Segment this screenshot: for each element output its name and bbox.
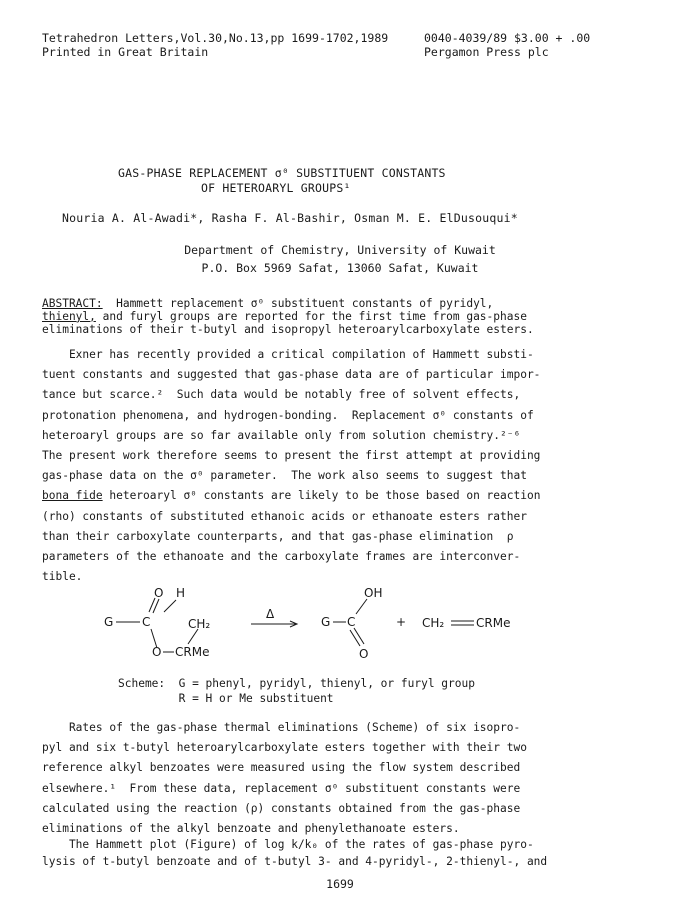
scheme-o2: O: [152, 645, 162, 659]
authors: Nouria A. Al-Awadi*, Rasha F. Al-Bashir, Osman M. E. ElDusouqui*: [62, 211, 518, 225]
text-line: than their carboxylate counterparts, and that gas-phase elimination ρ: [42, 529, 514, 543]
scheme-c1: C: [142, 615, 151, 629]
printed-in: Printed in Great Britain: [42, 45, 209, 59]
text-line: calculated using the reaction (ρ) constants obtained from the gas-phase: [42, 801, 521, 815]
scheme-plus: +: [396, 615, 407, 629]
scheme-o1: O: [154, 586, 164, 600]
scheme-g1: G: [104, 615, 114, 629]
text-line: gas-phase data on the σ⁰ parameter. The work also seems to suggest that: [42, 469, 527, 483]
affiliation-dept: Department of Chemistry, University of Kuwait: [184, 243, 496, 257]
scheme-g2: G: [321, 615, 331, 629]
reaction-scheme: [96, 584, 556, 668]
scheme-ch2b: CH₂: [422, 616, 445, 630]
abstract: [42, 298, 642, 336]
scheme-oh: OH: [364, 586, 383, 600]
title-line-2: OF HETEROARYL GROUPS¹: [201, 181, 351, 195]
abstract-line-2: and furyl groups are reported for the first time from gas-phase: [95, 309, 527, 323]
scheme-delta: Δ: [266, 607, 275, 621]
abstract-line-1: Hammett replacement σ⁰ substituent constants of pyridyl,: [102, 297, 494, 310]
affiliation-address: P.O. Box 5969 Safat, 13060 Safat, Kuwait: [201, 261, 479, 275]
abstract-label: ABSTRACT:: [42, 297, 103, 310]
text-line: reference alkyl benzoates were measured using the flow system described: [42, 761, 521, 775]
text-line: The Hammett plot (Figure) of log k/k₀ of the rates of gas-phase pyro-: [42, 838, 534, 851]
text-line: lysis of t-butyl benzoate and of t-butyl 3- and 4-pyridyl-, 2-thienyl-, and: [42, 855, 548, 868]
scheme-c2: C: [347, 615, 356, 629]
text-line: parameters of the ethanoate and the carboxylate frames are interconver-: [42, 550, 521, 564]
text-line: tance but scarce.² Such data would be notably free of solvent effects,: [42, 388, 521, 402]
paragraph-results: [42, 718, 642, 839]
issn-price: 0040-4039/89 $3.00 + .00: [424, 31, 591, 45]
text-line: heteroaryl σ⁰ constants are likely to be those based on reaction: [102, 489, 541, 503]
scheme-caption-1: Scheme: G = phenyl, pyridyl, thienyl, or furyl group: [118, 677, 475, 690]
abstract-line-3: eliminations of their t-butyl and isopropyl heteroarylcarboxylate esters.: [42, 322, 534, 336]
text-line: protonation phenomena, and hydrogen-bonding. Replacement σ⁰ constants of: [42, 408, 534, 422]
scheme-caption-2: R = H or Me substituent: [118, 692, 334, 705]
text-line: pyl and six t-butyl heteroarylcarboxylate esters together with their two: [42, 741, 527, 755]
scheme-ch2: CH₂: [188, 617, 211, 631]
paragraph-introduction: [42, 345, 642, 587]
scheme-crme2: CRMe: [476, 616, 511, 630]
scheme-h: H: [176, 586, 186, 600]
text-line: (rho) constants of substituted ethanoic acids or ethanoate esters rather: [42, 509, 527, 523]
journal-citation: Tetrahedron Letters,Vol.30,No.13,pp 1699-1702,1989: [42, 31, 389, 45]
text-line: Rates of the gas-phase thermal eliminations (Scheme) of six isopro-: [42, 721, 521, 734]
page-number: 1699: [326, 877, 354, 891]
text-line: eliminations of the alkyl benzoate and phenylethanoate esters.: [42, 822, 460, 836]
publisher: Pergamon Press plc: [424, 45, 549, 59]
abstract-thienyl: thienyl,: [42, 309, 96, 323]
text-line: The present work therefore seems to present the first attempt at providing: [42, 449, 541, 463]
paragraph-hammett: [42, 836, 642, 870]
scheme-crme: CRMe: [175, 645, 210, 659]
text-line: tible.: [42, 570, 83, 584]
text-line: tuent constants and suggested that gas-phase data are of particular impor-: [42, 368, 541, 382]
scheme-o3: O: [359, 647, 369, 661]
bona-fide: bona fide: [42, 489, 103, 503]
text-line: elsewhere.¹ From these data, replacement σ⁰ substituent constants were: [42, 781, 521, 795]
text-line: heteroaryl groups are so far available only from solution chemistry.²⁻⁶: [42, 428, 521, 442]
title-line-1: GAS-PHASE REPLACEMENT σ⁰ SUBSTITUENT CONSTANTS: [118, 166, 446, 180]
text-line: Exner has recently provided a critical compilation of Hammett substi-: [42, 348, 534, 361]
